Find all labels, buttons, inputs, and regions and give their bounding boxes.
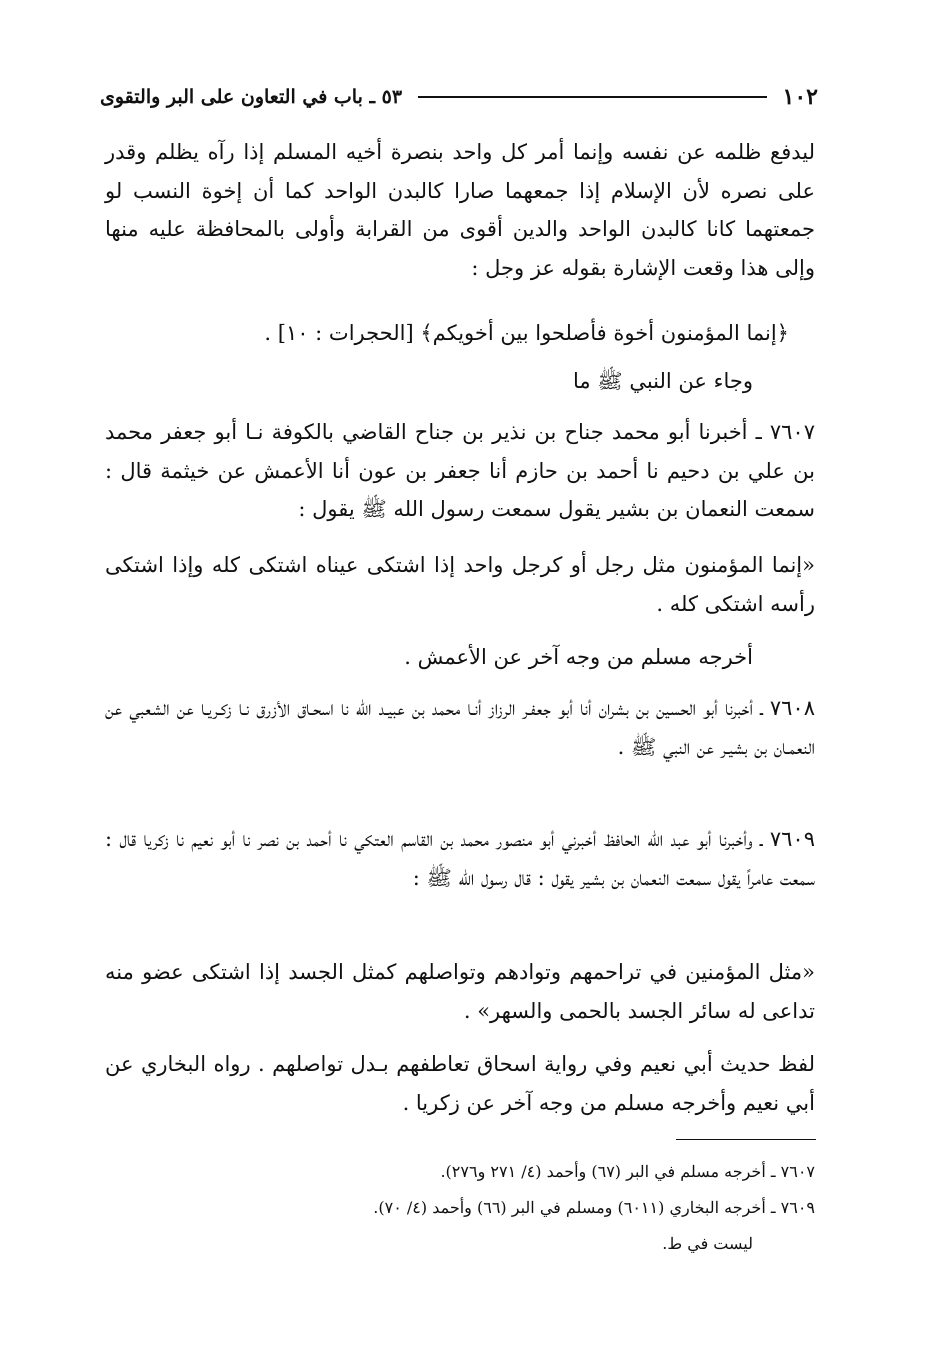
footnote-variant: ليست في ط. — [662, 1234, 753, 1253]
header-rule — [418, 96, 766, 98]
paragraph-intro: ليدفع ظلمه عن نفسه وإنما أمر كل واحد بنصرة أخيه المسلم إذا رآه يظلم وقدر على نصره لأن الإسلام إذا جمعهما صارا كالبدن الواحد كما أن إخوة النسب لو جمعتهما كانا كالبدن الواحد والدين أقوى من القرابة وأولى بالمحافظة عليه منها وإلى هذا وقعت الإشارة بقوله عز وجل : — [105, 140, 815, 280]
hadith-text-1: «إنما المؤمنون مثل رجل أو كرجل واحد إذا اشتكى عيناه اشتكى كله وإذا اشتكى رأسه اشتكى كله . — [105, 553, 815, 616]
paragraph-narration-note: لفظ حديث أبي نعيم وفي رواية اسحاق تعاطفهم بـدل تواصلهم . رواه البخاري عن أبي نعيم وأخرجه مسلم من وجه آخر عن زكريا . — [105, 1052, 815, 1115]
running-head — [100, 82, 818, 112]
hadith-7607: ٧٦٠٧ ـ أخبرنا أبو محمد جناح بن نذير بن جناح القاضي بالكوفة نـا أبو جعفر محمد بن علي بن دحيم نا أحمد بن حازم أنا جعفر بن عون أنا الأعمش عن خيثمة قال : سمعت النعمان بن بشير يقول سمعت رسول الله ﷺ يقول : — [105, 420, 815, 521]
hadith-text-2: «مثل المؤمنين في تراحمهم وتوادهم وتواصلهم كمثل الجسد إذا اشتكى عضو منه تداعى له سائر الجسد بالحمى والسهر» . — [105, 960, 815, 1023]
footnote-rule — [676, 1139, 816, 1140]
footnote-7609: ٧٦٠٩ ـ أخرجه البخاري (٦٠١١) ومسلم في البر (٦٦) وأحمد (٤/ ٧٠). — [373, 1198, 815, 1217]
takhrij-line: أخرجه مسلم من وجه آخر عن الأعمش . — [404, 645, 753, 669]
hadith-7608: ٧٦٠٨ ـ أخبرنا أبو الحسين بن بشران أنا أبو جعفـر الرزاز أنـا محمد بن عبيـد الله نا اسحـاق الأزرق نـا زكـريـا عن الشعبي عن النعمـان بن بشيـر عن النبي ﷺ . — [105, 696, 815, 759]
hadith-7609: ٧٦٠٩ ـ وأخبرنا أبو عبد الله الحافظ أخبرني أبو منصور محمد بن القاسم العتكي نا أحمد بن نصر نا أبو نعيم نا زكريا قال : سمعت عامراً يقول سمعت النعمان بن بشير يقول : قال رسول الله ﷺ : — [105, 827, 815, 890]
chapter-title: ٥٣ ـ باب في التعاون على البر والتقوى — [100, 86, 403, 108]
quran-verse: ﴿إنما المؤمنون أخوة فأصلحوا بين أخويكم﴾ [الحجرات : ١٠] . — [264, 321, 789, 345]
paragraph-transition: وجاء عن النبي ﷺ ما — [572, 369, 753, 393]
footnote-7607: ٧٦٠٧ ـ أخرجه مسلم في البر (٦٧) وأحمد (٤/ ٢٧١ و٢٧٦). — [440, 1162, 815, 1181]
page-number: ١٠٢ — [782, 84, 818, 110]
